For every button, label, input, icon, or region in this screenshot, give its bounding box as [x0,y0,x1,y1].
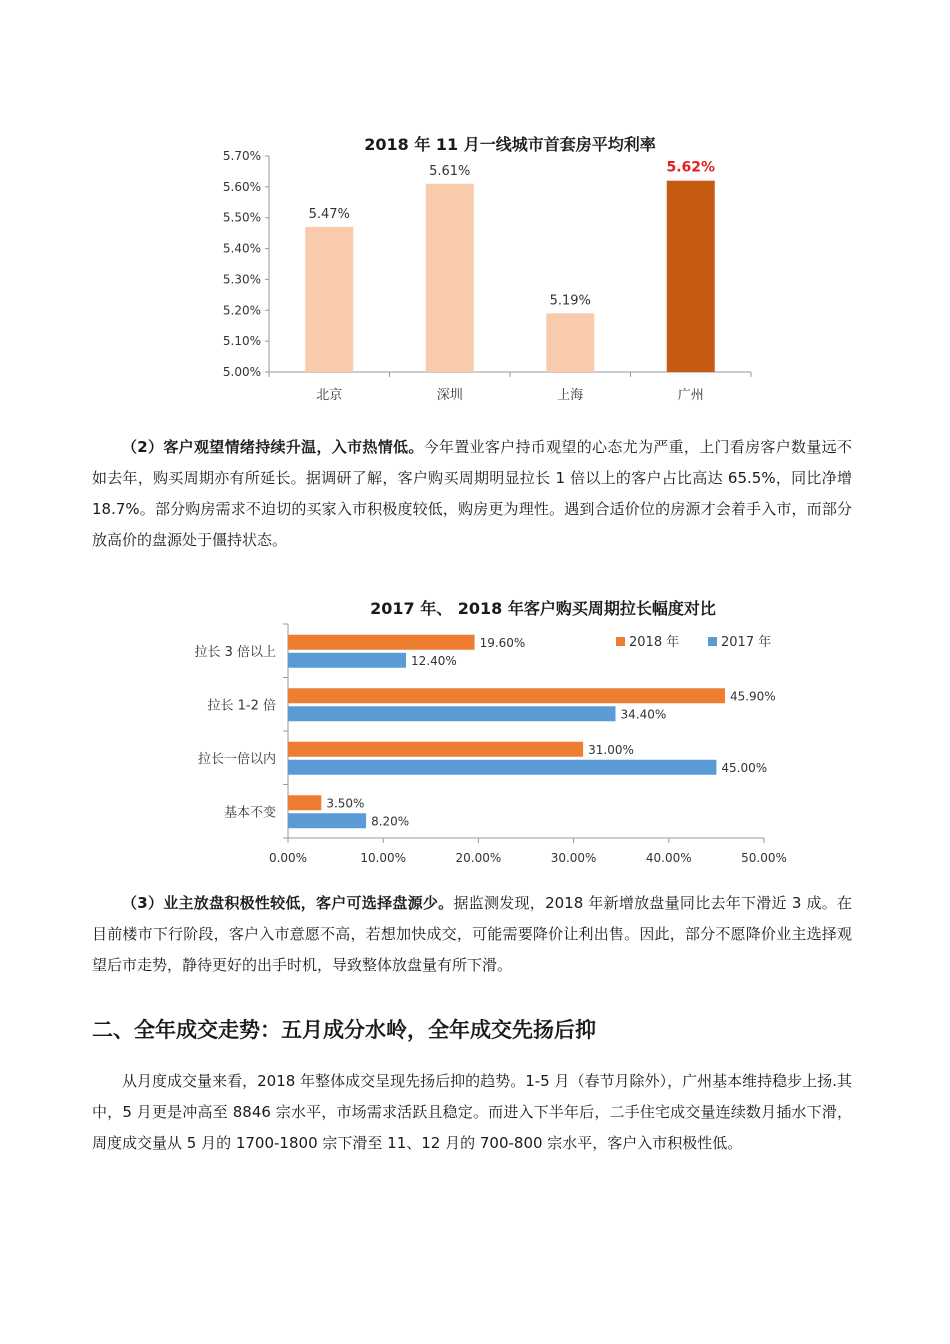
x-tick-label: 20.00% [455,851,502,865]
paragraph-lead: （2）客户观望情绪持续升温，入市热情低。 [122,438,424,456]
paragraph-customer-sentiment [92,432,852,556]
bar-2018 年 [288,635,475,650]
bar-value-label: 45.90% [729,689,776,704]
bar-value-label: 45.00% [721,760,768,775]
y-tick-label: 5.20% [222,303,261,318]
bar-value-label: 31.00% [588,742,634,757]
y-category-label: 拉长一倍以内 [197,751,276,767]
chart2-plot [194,624,786,865]
legend-label: 2018 年 [629,635,680,650]
paragraph-listing-supply [92,888,852,981]
y-category-label: 基本不变 [223,805,276,821]
bar-value-label: 12.40% [411,653,457,668]
bar-2018 年 [288,795,321,810]
bar-value-label: 5.47% [308,206,350,222]
paragraph-body: 据监测发现，2018 年新增放盘量同比去年下滑近 3 成。在目前楼市下行阶段，客户入市意愿不高，若想加快成交，可能需要降价让利出售。因此，部分不愿降价业主选择观望后市走势，静待更好的出手时机，导致整体放盘量有所下滑。 [92,894,852,974]
section-heading: 二、全年成交走势：五月成分水岭，全年成交先扬后抑 [92,1018,596,1042]
y-tick-label: 5.70% [222,149,261,163]
x-tick-label: 10.00% [360,851,407,865]
y-category-label: 拉长 1-2 倍 [207,698,276,714]
y-tick-label: 5.10% [222,334,261,349]
legend-swatch [616,637,625,646]
y-tick-label: 5.30% [222,272,261,287]
bar-2017 年 [288,706,615,721]
bar-2017 年 [288,760,716,775]
legend-label: 2017 年 [721,635,772,650]
legend-swatch [708,637,717,646]
x-tick-label: 0.00% [268,851,308,865]
bar-2017 年 [288,653,406,668]
bar-value-label: 34.40% [620,707,667,722]
bar-value-label: 19.60% [479,635,526,650]
bar-2017 年 [288,813,366,828]
y-category-label: 拉长 3 倍以上 [194,644,276,660]
x-category-label: 深圳 [436,388,463,403]
y-tick-label: 5.60% [222,179,261,194]
x-tick-label: 50.00% [741,851,787,865]
bar-value-label: 3.50% [326,796,365,811]
y-tick-label: 5.00% [222,365,261,379]
bar-2018 年 [288,742,583,757]
x-tick-label: 30.00% [550,851,597,865]
bar-value-label: 5.19% [549,293,591,309]
paragraph-monthly-volume: 从月度成交量来看，2018 年整体成交呈现先扬后抑的趋势。1-5 月（春节月除外），广州基本维持稳步上扬.其中，5 月更是冲高至 8846 宗水平，市场需求活跃且稳定。而进入下半年后，二手住宅成交量连续数月插水下滑，周度成交量从 5 月的 1700-1800 宗下滑至 11、12 月的 700-800 宗水平，客户入市积极性低。 [92,1072,852,1152]
bar-value-label: 5.61% [429,163,471,179]
x-category-label: 上海 [557,388,584,403]
y-tick-label: 5.50% [222,210,261,225]
chart1-title: 2018 年 11 月一线城市首套房平均利率 [364,135,656,154]
bar-value-label: 5.62% [666,159,716,176]
paragraph-lead: （3）业主放盘积极性较低，客户可选择盘源少。 [122,894,454,912]
x-tick-label: 40.00% [645,851,692,865]
chart2-title: 2017 年、 2018 年客户购买周期拉长幅度对比 [370,599,716,618]
x-category-label: 北京 [316,388,343,403]
bar-value-label: 8.20% [371,814,410,829]
x-category-label: 广州 [677,388,704,403]
paragraph-body: 今年置业客户持币观望的心态尤为严重，上门看房客户数量远不如去年，购买周期亦有所延长。据调研了解，客户购买周期明显拉长 1 倍以上的客户占比高达 65.5%，同比净增 18.7%。部分购房需求不迫切的买家入市积极度较低，购房更为理性。遇到合适价位的房源才会着手入市，而部分放高价的盘源处于僵持状态。 [92,438,852,549]
bar-2018 年 [288,688,725,703]
y-tick-label: 5.40% [222,241,261,256]
